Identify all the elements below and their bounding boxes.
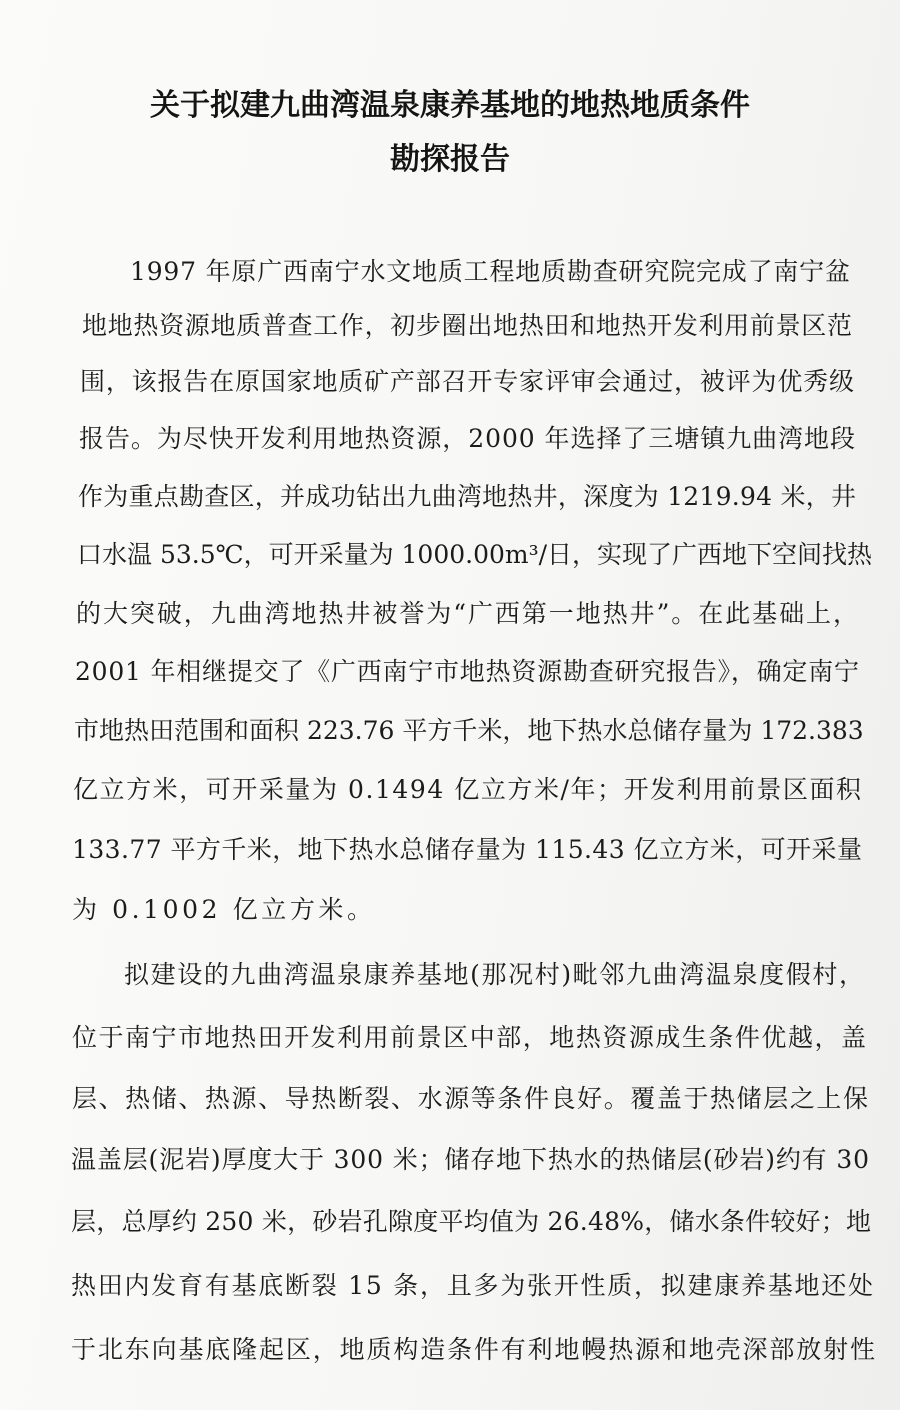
- paragraph-line: 的大突破，九曲湾地热井被誉为“广西第一地热井”。在此基础上，: [76, 599, 860, 628]
- paragraph-line: 层、热储、热源、导热断裂、水源等条件良好。覆盖于热储层之上保: [72, 1084, 870, 1113]
- paragraph-line: 133.77 平方千米，地下热水总储存量为 115.43 亿立方米，可开采量: [72, 835, 863, 864]
- paragraph-line: 1997 年原广西南宁水文地质工程地质勘查研究院完成了南宁盆: [130, 257, 851, 286]
- paragraph-line: 热田内发育有基底断裂 15 条，且多为张开性质，拟建康养基地还处: [71, 1271, 875, 1300]
- paragraph-line: 报告。为尽快开发利用地热资源，2000 年选择了三塘镇九曲湾地段: [79, 424, 856, 453]
- document-title-line1: 关于拟建九曲湾温泉康养基地的地热地质条件: [150, 88, 750, 123]
- paragraph-line: 为 0.1002 亿立方米。: [72, 895, 376, 924]
- paragraph-line: 于北东向基底隆起区，地质构造条件有利地幔热源和地壳深部放射性: [71, 1335, 877, 1364]
- paragraph-line: 层，总厚约 250 米，砂岩孔隙度平均值为 26.48%，储水条件较好；地: [71, 1207, 872, 1236]
- paragraph-line: 拟建设的九曲湾温泉康养基地(那况村)毗邻九曲湾温泉度假村，: [124, 960, 866, 989]
- paragraph-line: 市地热田范围和面积 223.76 平方千米，地下热水总储存量为 172.383: [74, 716, 864, 745]
- paragraph-line: 位于南宁市地热田开发利用前景区中部，地热资源成生条件优越，盖: [72, 1023, 868, 1052]
- paragraph-line: 亿立方米，可开采量为 0.1494 亿立方米/年；开发利用前景区面积: [73, 775, 863, 804]
- paragraph-line: 温盖层(泥岩)厚度大于 300 米；储存地下热水的热储层(砂岩)约有 30: [71, 1145, 870, 1174]
- paragraph-line: 地地热资源地质普查工作，初步圈出地热田和地热开发利用前景区范: [82, 311, 853, 340]
- paragraph-line: 围，该报告在原国家地质矿产部召开专家评审会通过，被评为优秀级: [80, 367, 855, 396]
- document-title-line2: 勘探报告: [390, 142, 510, 177]
- paragraph-line: 作为重点勘查区，并成功钻出九曲湾地热井，深度为 1219.94 米，井: [78, 482, 857, 511]
- paragraph-line: 口水温 53.5℃，可开采量为 1000.00m³/日，实现了广西地下空间找热: [77, 540, 873, 569]
- paragraph-line: 2001 年相继提交了《广西南宁市地热资源勘查研究报告》，确定南宁: [75, 657, 860, 686]
